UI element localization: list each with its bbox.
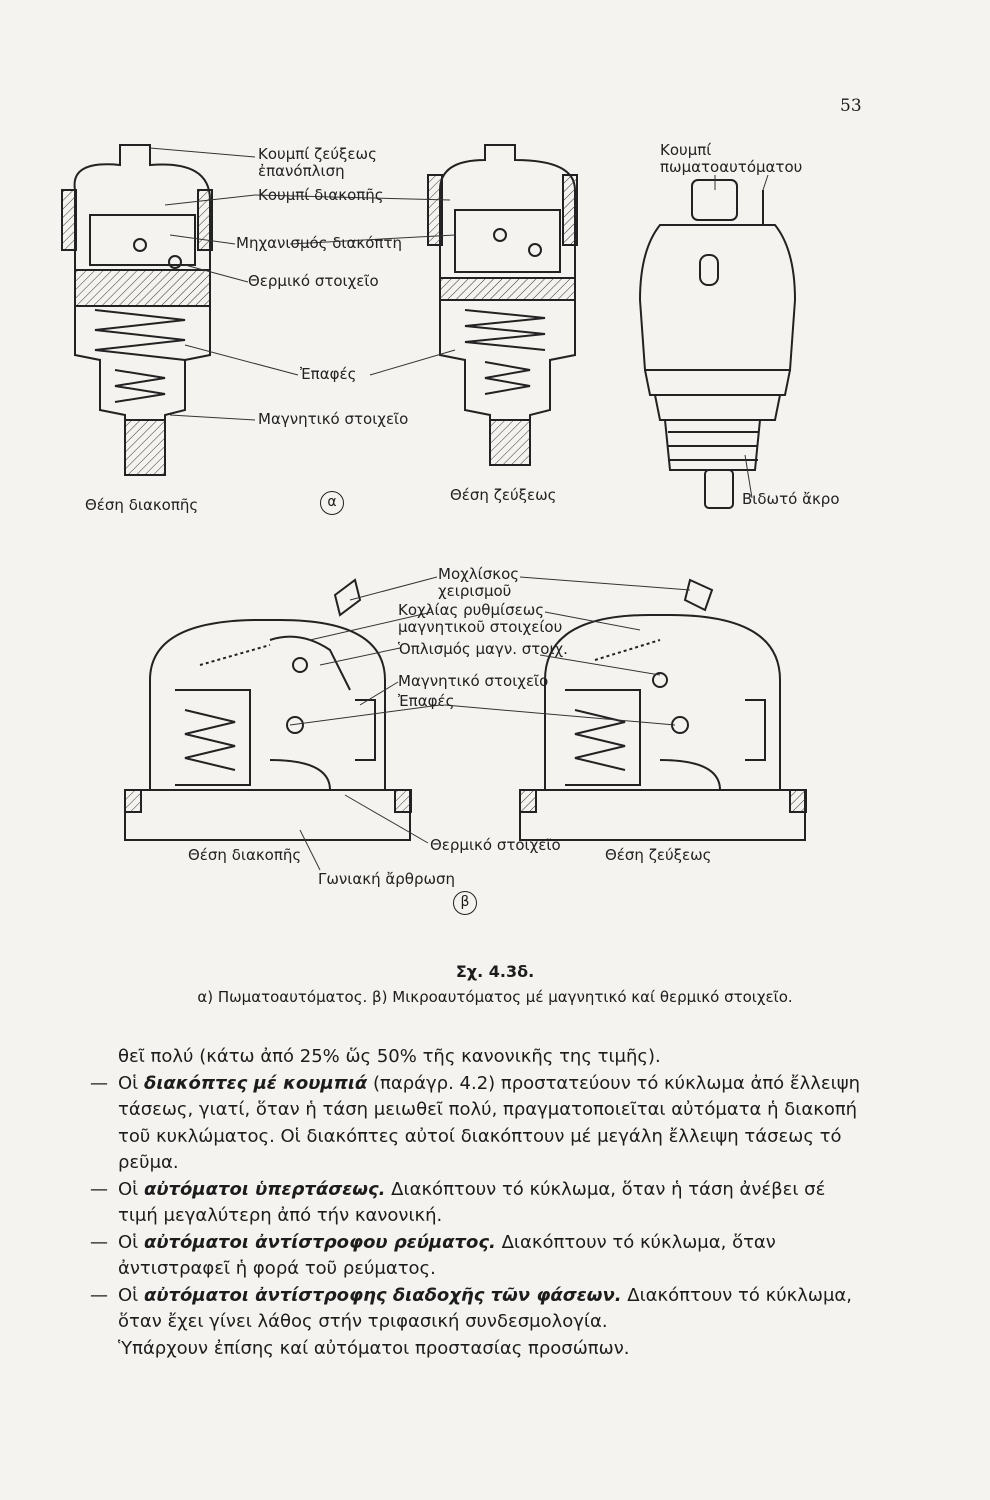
body-final-line: Ὑπάρχουν ἐπίσης καί αὐτόματοι προστασίας προσώπων. (118, 1337, 630, 1359)
label-pos-off-a: Θέση διακοπῆς (85, 496, 199, 514)
label-spring (398, 602, 562, 636)
item-prefix: Οἱ (118, 1231, 144, 1253)
figure-b-marker: β (453, 891, 477, 915)
body-text (90, 1044, 868, 1362)
label-thermal-a: Θερμικό στοιχεῖο (248, 272, 379, 290)
label-text: Κουμπί πωματοαυτόματου (660, 141, 803, 176)
item-text: Διακόπτουν τό κύκλωμα, ὅταν ἀντιστραφεῖ ἡ φορά τοῦ ρεύματος. (118, 1231, 776, 1279)
item-text: Διακόπτουν τό κύκλωμα, ὅταν ἡ τάση ἀνέβει σέ τιμή μεγαλύτερη ἀπό τήν κανονική. (118, 1178, 826, 1226)
leader-lines (150, 148, 768, 870)
label-text: Κοχλίας ρυθμίσεως μαγνητικοῦ στοιχείου (398, 601, 563, 636)
item-term: αὐτόματοι ἀντίστροφου ρεύματος. (143, 1231, 496, 1253)
plug-fuse-exterior-drawing (640, 180, 795, 508)
label-text: Κουμπί ζεύξεως ἐπανόπλιση (258, 145, 377, 180)
item-term: αὐτόματοι ὑπερτάσεως. (143, 1178, 386, 1200)
label-contacts-a: Ἐπαφές (300, 365, 357, 383)
mcb-off-drawing (125, 580, 411, 840)
item-prefix: Οἱ (118, 1178, 144, 1200)
label-pos-off-b: Θέση διακοπῆς (188, 846, 302, 864)
label-button-connect-rearm (258, 146, 377, 180)
item-term: διακόπτες μέ κουμπιά (143, 1072, 368, 1094)
list-dash: — (90, 1284, 108, 1306)
label-lever (438, 566, 519, 600)
label-plug-button (660, 142, 802, 176)
item-prefix: Οἱ (118, 1284, 144, 1306)
list-item (90, 1230, 868, 1283)
list-item (90, 1071, 868, 1177)
label-arming: Ὁπλισμός μαγν. στοιχ. (398, 640, 568, 658)
label-button-disconnect: Κουμπί διακοπῆς (258, 186, 384, 204)
item-prefix: Οἱ (118, 1072, 144, 1094)
figure-a-marker: α (320, 491, 344, 515)
label-pos-on-b: Θέση ζεύξεως (605, 846, 712, 864)
item-text: Διακόπτουν τό κύκλωμα, ὅταν ἔχει γίνει λάθος στήν τριφασική συνδεσμολογία. (118, 1284, 853, 1332)
label-mechanism: Μηχανισμός διακόπτη (236, 234, 402, 252)
mcb-on-drawing (520, 580, 806, 840)
page-number: 53 (840, 96, 862, 116)
plug-fuse-off-drawing (62, 145, 212, 475)
item-text: (παράγρ. 4.2) προστατεύουν τό κύκλωμα ἀπό ἔλλειψη τάσεως, γιατί, ὅταν ἡ τάση μειωθεῖ πολύ, πραγματοποιεῖται αὐτόματα ἡ διακοπή τοῦ κυκλώματος. Οἱ διακόπτες αὐτοί διακόπτουν μέ μεγάλη ἔλλειψη τάσεως τό ρεῦμα. (118, 1072, 861, 1173)
body-line-continuation: θεῖ πολύ (κάτω ἀπό 25% ὥς 50% τῆς κανονικῆς της τιμῆς). (118, 1046, 661, 1067)
list-item (90, 1283, 868, 1336)
list-dash: — (90, 1178, 108, 1200)
figure-caption-title: Σχ. 4.3δ. (455, 962, 535, 981)
label-magnetic-a: Μαγνητικό στοιχεῖο (258, 410, 409, 428)
figure-caption-text: α) Πωματοαυτόματος. β) Μικροαυτόματος μέ μαγνητικό καί θερμικό στοιχεῖο. (197, 988, 793, 1006)
list-dash: — (90, 1231, 108, 1253)
label-magnetic-b: Μαγνητικό στοιχεῖο (398, 672, 549, 690)
label-joint: Γωνιακή ἄρθρωση (318, 870, 456, 888)
label-contacts-b: Ἐπαφές (398, 692, 455, 710)
label-thermal-b: Θερμικό στοιχεῖο (430, 836, 561, 854)
label-pos-on-a: Θέση ζεύξεως (450, 486, 557, 504)
list-dash: — (90, 1072, 108, 1094)
label-text: Μοχλίσκος χειρισμοῦ (438, 565, 520, 600)
label-screw-end: Βιδωτό ἄκρο (742, 490, 840, 508)
item-term: αὐτόματοι ἀντίστροφης διαδοχῆς τῶν φάσεων. (143, 1284, 622, 1306)
list-item (90, 1177, 868, 1230)
plug-fuse-on-drawing (428, 145, 577, 465)
